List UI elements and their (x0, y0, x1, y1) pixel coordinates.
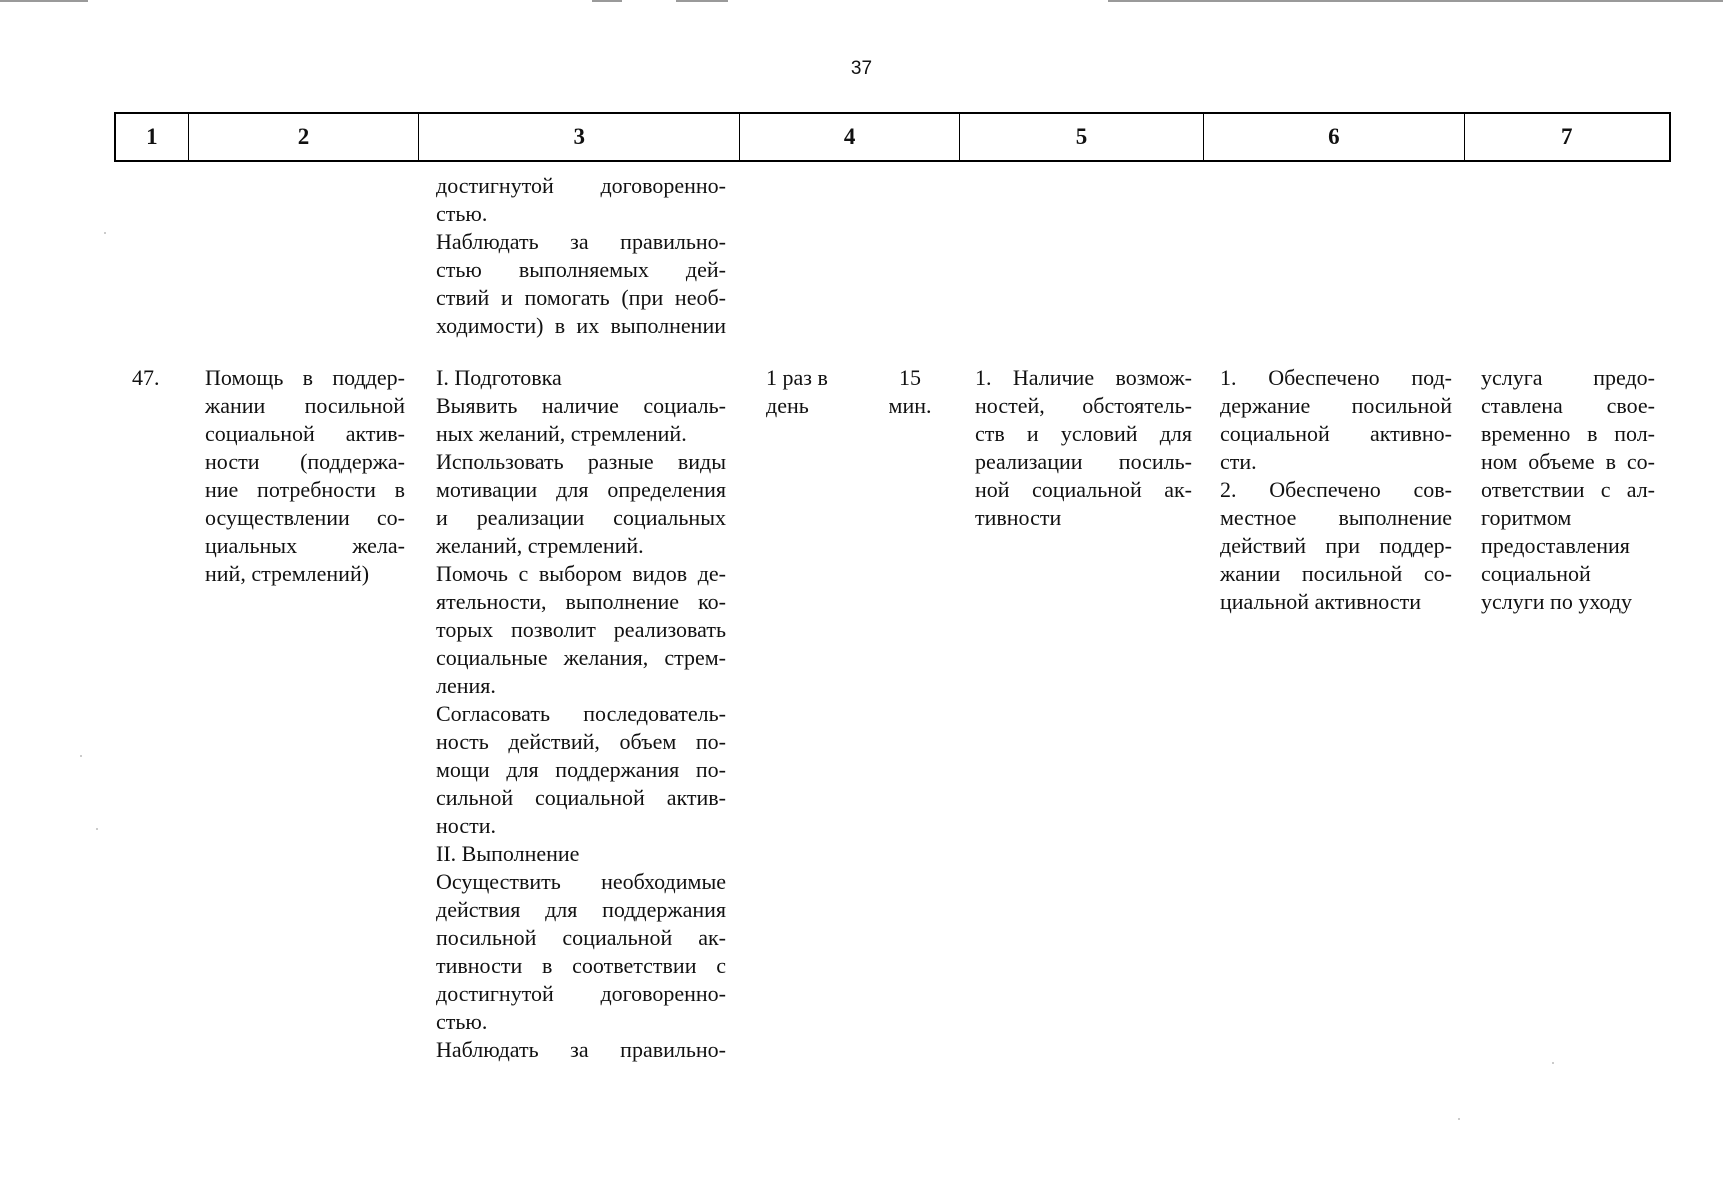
text-line: действий при поддер- (1220, 533, 1452, 558)
text-line: предоставления (1481, 533, 1630, 558)
text-line: день (766, 393, 809, 418)
column-header: 7 (1561, 124, 1573, 149)
column-header: 1 (116, 114, 189, 160)
text-line: социальной (1481, 561, 1591, 586)
text-line: 1. Наличие возмож- (975, 365, 1192, 390)
text-line: ний, стремлений) (205, 561, 370, 586)
column-header: 3 (419, 114, 740, 160)
scan-speck (80, 755, 82, 757)
scan-edge-mark (0, 0, 88, 2)
column-header-row (114, 112, 1671, 162)
text-line: сильной социальной актив- (436, 785, 726, 810)
text-line: мотивации для определения (436, 477, 726, 502)
scan-edge-mark (1108, 0, 1723, 2)
text-line: местное выполнение (1220, 505, 1452, 530)
text-line: осуществлении со- (205, 505, 405, 530)
column-header: 6 (1204, 114, 1464, 160)
text-line: ств и условий для (975, 421, 1192, 446)
text-line: 1. Обеспечено под- (1220, 365, 1452, 390)
quality-indicators (975, 364, 1192, 532)
scan-speck (1458, 1118, 1460, 1120)
service-frequency (766, 364, 828, 420)
scan-edge-mark (676, 0, 728, 2)
text-line: тивности в соответствии с (436, 953, 726, 978)
text-line: Помочь с выбором видов де- (436, 561, 726, 586)
text-line: стью. (436, 1009, 488, 1034)
text-line: Использовать разные виды (436, 449, 726, 474)
scan-speck (104, 232, 106, 234)
text-line: 1 раз в (766, 365, 828, 390)
text-line: ходимости) в их выполнении (436, 313, 726, 338)
text-line: реализации посиль- (975, 449, 1192, 474)
text-line: сти. (1220, 449, 1257, 474)
scan-speck (96, 828, 98, 830)
service-name (205, 364, 405, 588)
text-line: жании посильной со- (1220, 561, 1452, 586)
continuation-col3-text (436, 172, 726, 340)
page-number: 37 (850, 58, 873, 79)
text-line: I. Подготовка (436, 365, 562, 390)
row-number: 47. (132, 365, 160, 390)
text-line: ние потребности в (205, 477, 405, 502)
text-line: Согласовать последователь- (436, 701, 726, 726)
text-line: достигнутой договоренно- (436, 173, 726, 198)
column-header: 4 (740, 114, 959, 160)
text-line: мощи для поддержания по- (436, 757, 726, 782)
text-line: социальные желания, стрем- (436, 645, 726, 670)
text-line: 15 (899, 365, 921, 390)
text-line: горитмом (1481, 505, 1572, 530)
text-line: 2. Обеспечено сов- (1220, 477, 1452, 502)
service-evaluation (1481, 364, 1655, 616)
text-line: социальной активно- (1220, 421, 1452, 446)
service-procedure (436, 364, 726, 1064)
text-line: ности. (436, 813, 496, 838)
scan-edge-mark (592, 0, 622, 2)
column-header: 5 (960, 114, 1204, 160)
text-line: циальной активности (1220, 589, 1421, 614)
text-line: мин. (888, 393, 932, 418)
text-line: посильной социальной ак- (436, 925, 726, 950)
text-line: ствий и помогать (при необ- (436, 285, 726, 310)
text-line: ностей, обстоятель- (975, 393, 1192, 418)
text-line: ставлена свое- (1481, 393, 1655, 418)
text-line: социальной актив- (205, 421, 405, 446)
text-line: Помощь в поддер- (205, 365, 405, 390)
text-line: Выявить наличие социаль- (436, 393, 726, 418)
text-line: Наблюдать за правильно- (436, 1037, 726, 1062)
text-line: тивности (975, 505, 1062, 530)
text-line: II. Выполнение (436, 841, 580, 866)
service-duration (884, 364, 936, 420)
text-line: действия для поддержания (436, 897, 726, 922)
text-line: ном объеме в со- (1481, 449, 1655, 474)
text-line: ной социальной ак- (975, 477, 1192, 502)
text-line: ятельности, выполнение ко- (436, 589, 726, 614)
text-line: услуги по уходу (1481, 589, 1633, 614)
text-line: услуга предо- (1481, 365, 1655, 390)
text-line: ность действий, объем по- (436, 729, 726, 754)
text-line: желаний, стремлений. (436, 533, 644, 558)
text-line: Наблюдать за правильно- (436, 229, 726, 254)
text-line: временно в пол- (1481, 421, 1655, 446)
text-line: Осуществить необходимые (436, 869, 726, 894)
quality-results (1220, 364, 1452, 616)
text-line: ления. (436, 673, 496, 698)
text-line: торых позволит реализовать (436, 617, 726, 642)
column-header: 2 (189, 114, 419, 160)
text-line: стью выполняемых дей- (436, 257, 726, 282)
text-line: ответствии с ал- (1481, 477, 1655, 502)
text-line: ных желаний, стремлений. (436, 421, 687, 446)
text-line: достигнутой договоренно- (436, 981, 726, 1006)
text-line: жании посильной (205, 393, 405, 418)
text-line: и реализации социальных (436, 505, 726, 530)
scan-speck (1552, 1062, 1554, 1064)
text-line: циальных жела- (205, 533, 405, 558)
text-line: ности (поддержа- (205, 449, 405, 474)
text-line: стью. (436, 201, 488, 226)
text-line: держание посильной (1220, 393, 1452, 418)
